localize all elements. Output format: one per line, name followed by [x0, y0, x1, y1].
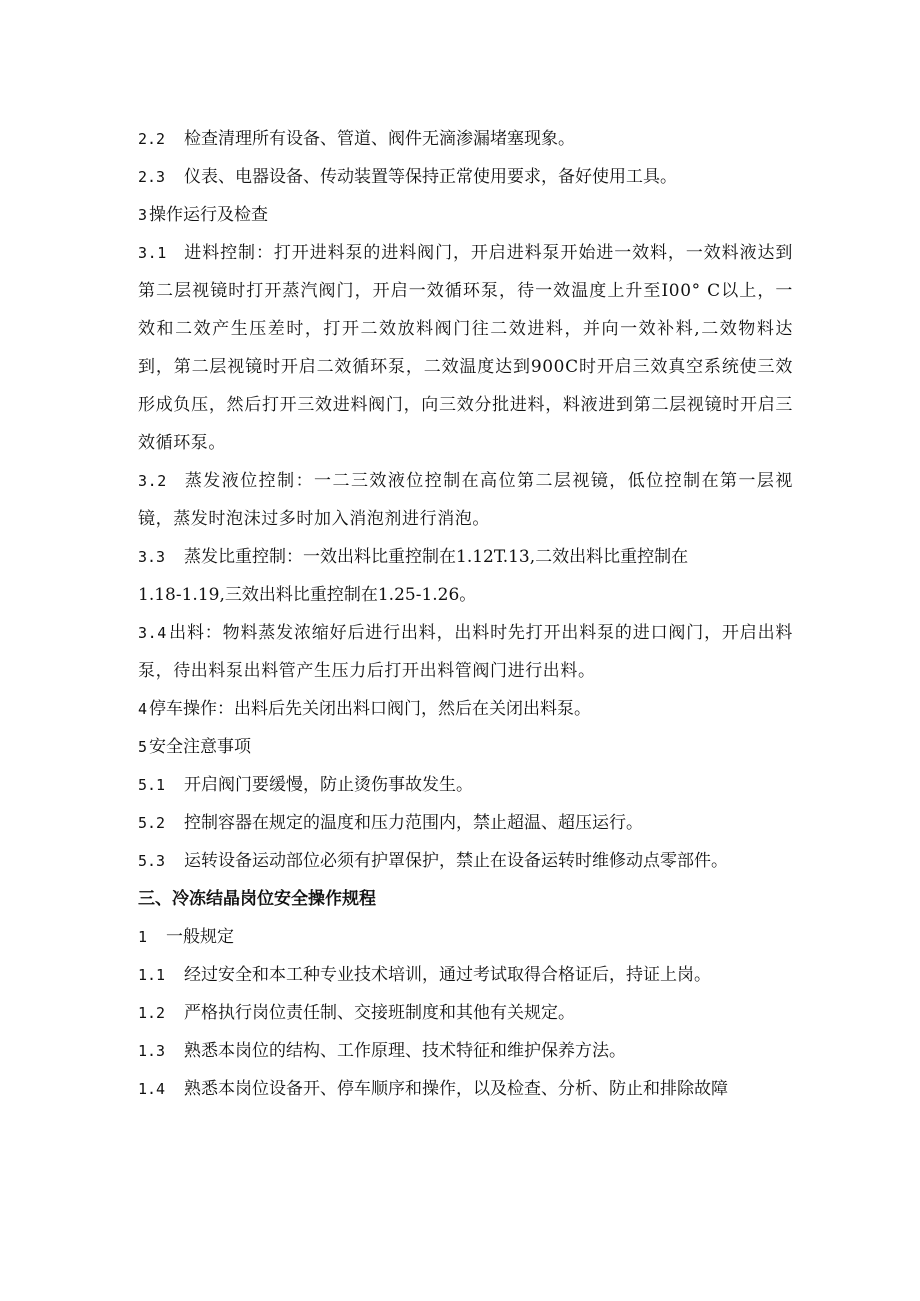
clause-number: 3.4: [138, 624, 167, 642]
clause-text: 出料：物料蒸发浓缩好后进行出料，出料时先打开出料泵的进口阀门，开启出料泵，待出料泵出料管产生压力后打开出料管阀门进行出料。: [138, 623, 793, 681]
clause-3: [138, 196, 793, 234]
clause-3-2: [138, 462, 793, 538]
clause-number: 1: [138, 928, 148, 946]
clause-1-4: [138, 1070, 793, 1108]
clause-number: 1.3: [138, 1042, 166, 1060]
clause-text: 操作运行及检查: [149, 205, 269, 225]
clause-text: 蒸发比重控制：一效出料比重控制在1.12T.13,二效出料比重控制在: [184, 547, 689, 567]
clause-text: 检查清理所有设备、管道、阀件无滴渗漏堵塞现象。: [184, 129, 575, 149]
clause-number: 1.4: [138, 1080, 166, 1098]
clause-5-2: [138, 804, 793, 842]
clause-1: [138, 918, 793, 956]
clause-text: 熟悉本岗位设备开、停车顺序和操作，以及检查、分析、防止和排除故障: [184, 1079, 728, 1099]
clause-number: 1.1: [138, 966, 166, 984]
clause-number: 3: [138, 206, 148, 224]
clause-text: 严格执行岗位责任制、交接班制度和其他有关规定。: [184, 1003, 575, 1023]
clause-number: 3.1: [138, 244, 167, 262]
clause-text: 仪表、电器设备、传动装置等保持正常使用要求，备好使用工具。: [184, 167, 677, 187]
clause-1-2: [138, 994, 793, 1032]
clause-3-4: [138, 614, 793, 690]
clause-4: [138, 690, 793, 728]
clause-3-1: [138, 234, 793, 462]
clause-text: 蒸发液位控制：一二三效液位控制在高位第二层视镜，低位控制在第一层视镜，蒸发时泡沫过多时加入消泡剂进行消泡。: [138, 471, 793, 529]
clause-3-3-continuation: [138, 576, 793, 614]
clause-text: 一般规定: [166, 927, 234, 947]
clause-number: 5.1: [138, 776, 166, 794]
clause-text: 控制容器在规定的温度和压力范围内，禁止超温、超压运行。: [184, 813, 643, 833]
clause-1-1: [138, 956, 793, 994]
clause-number: 2.2: [138, 130, 166, 148]
clause-text: 1.18-1.19,三效出料比重控制在1.25-1.26。: [138, 585, 477, 605]
clause-text: 停车操作：出料后先关闭出料口阀门，然后在关闭出料泵。: [149, 699, 592, 719]
clause-5: [138, 728, 793, 766]
clause-text: 运转设备运动部位必须有护罩保护，禁止在设备运转时维修动点零部件。: [184, 851, 728, 871]
clause-3-3: [138, 538, 793, 576]
section-heading: 三、冷冻结晶岗位安全操作规程: [138, 889, 376, 909]
clause-5-3: [138, 842, 793, 880]
clause-number: 3.2: [138, 472, 167, 490]
clause-number: 5: [138, 738, 148, 756]
clause-5-1: [138, 766, 793, 804]
clause-text: 进料控制：打开进料泵的进料阀门，开启进料泵开始进一效料，一效料液达到第二层视镜时打开蒸汽阀门，开启一效循环泵，待一效温度上升至I00° C以上，一效和二效产生压差时，打开二效放料阀门往二效进料，并向一效补料,二效物料达到，第二层视镜时开启二效循环泵，二效温度达到900C时开启三效真空系统使三效形成负压，然后打开三效进料阀门，向三效分批进料，料液进到第二层视镜时开启三效循环泵。: [138, 243, 793, 453]
document-page: [138, 120, 793, 1108]
clause-1-3: [138, 1032, 793, 1070]
clause-text: 开启阀门要缓慢，防止烫伤事故发生。: [184, 775, 473, 795]
clause-number: 5.2: [138, 814, 166, 832]
clause-number: 1.2: [138, 1004, 166, 1022]
clause-text: 经过安全和本工种专业技术培训，通过考试取得合格证后，持证上岗。: [184, 965, 711, 985]
clause-number: 2.3: [138, 168, 166, 186]
clause-text: 安全注意事项: [149, 737, 252, 757]
clause-number: 4: [138, 700, 148, 718]
clause-number: 3.3: [138, 548, 166, 566]
clause-text: 熟悉本岗位的结构、工作原理、技术特征和维护保养方法。: [184, 1041, 626, 1061]
clause-2-3: [138, 158, 793, 196]
clause-number: 5.3: [138, 852, 166, 870]
clause-2-2: [138, 120, 793, 158]
